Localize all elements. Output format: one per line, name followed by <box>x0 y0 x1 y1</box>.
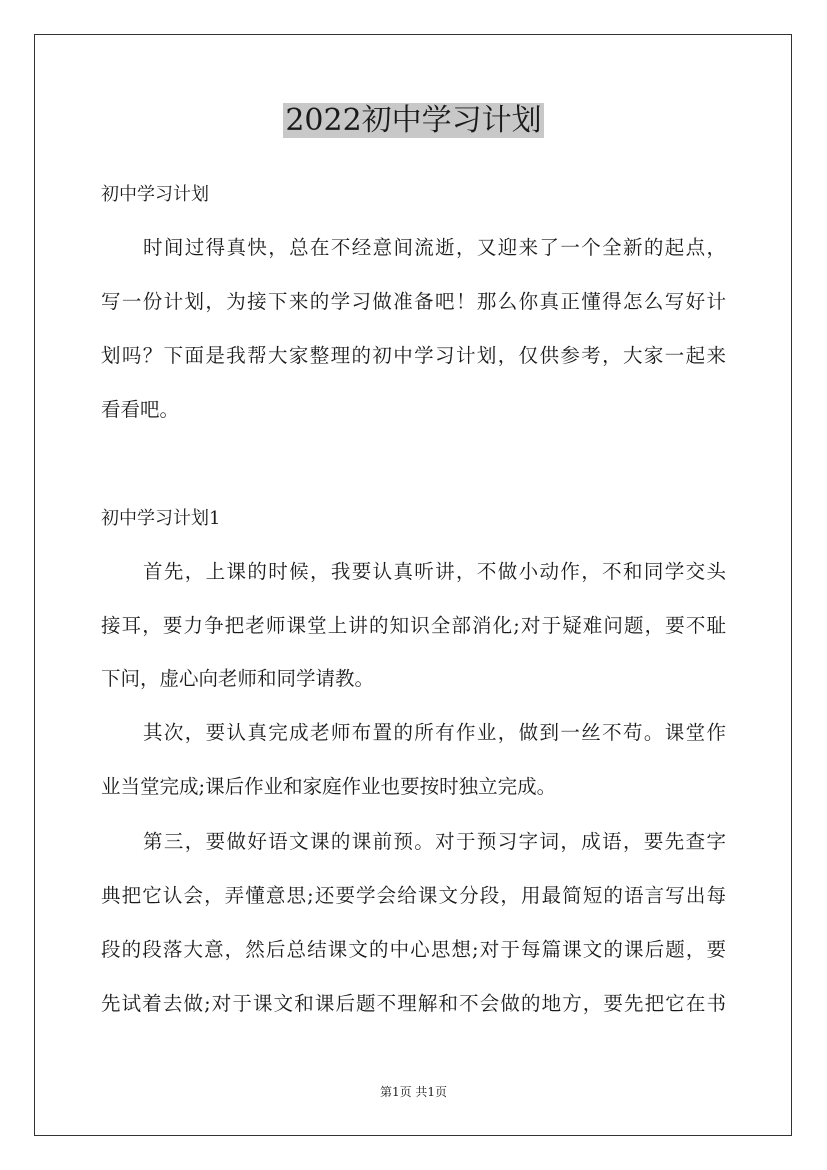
section-heading-plan-1: 初中学习计划1 <box>101 508 221 529</box>
intro-line-1: 时间过得真快，总在不经意间流逝，又迎来了一个全新的起点， <box>143 236 726 259</box>
title-text: 2022初中学习计划 <box>285 103 542 138</box>
para3-line-1: 第三，要做好语文课的课前预。对于预习字词，成语，要先查字 <box>143 830 726 853</box>
document-title <box>0 101 827 141</box>
para1-line-3: 下问，虚心向老师和同学请教。 <box>101 667 375 690</box>
intro-line-4: 看看吧。 <box>101 398 180 421</box>
para3-line-2: 典把它认会，弄懂意思;还要学会给课文分段，用最简短的语言写出每 <box>101 884 726 907</box>
para3-line-4: 先试着去做;对于课文和课后题不理解和不会做的地方，要先把它在书 <box>101 992 726 1015</box>
para1-line-1: 首先，上课的时候，我要认真听讲，不做小动作，不和同学交头 <box>143 560 726 583</box>
intro-line-2: 写一份计划，为接下来的学习做准备吧！那么你真正懂得怎么写好计 <box>101 290 726 313</box>
intro-line-3: 划吗？下面是我帮大家整理的初中学习计划，仅供参考，大家一起来 <box>101 344 726 367</box>
para3-line-3: 段的段落大意，然后总结课文的中心思想;对于每篇课文的课后题，要 <box>101 938 726 961</box>
para1-line-2: 接耳，要力争把老师课堂上讲的知识全部消化;对于疑难问题，要不耻 <box>101 614 726 637</box>
para2-line-1: 其次，要认真完成老师布置的所有作业，做到一丝不苟。课堂作 <box>143 721 726 744</box>
para2-line-2: 业当堂完成;课后作业和家庭作业也要按时独立完成。 <box>101 775 557 798</box>
section-heading-intro: 初中学习计划 <box>101 184 209 205</box>
page-footer: 第1页 共1页 <box>379 1085 448 1099</box>
